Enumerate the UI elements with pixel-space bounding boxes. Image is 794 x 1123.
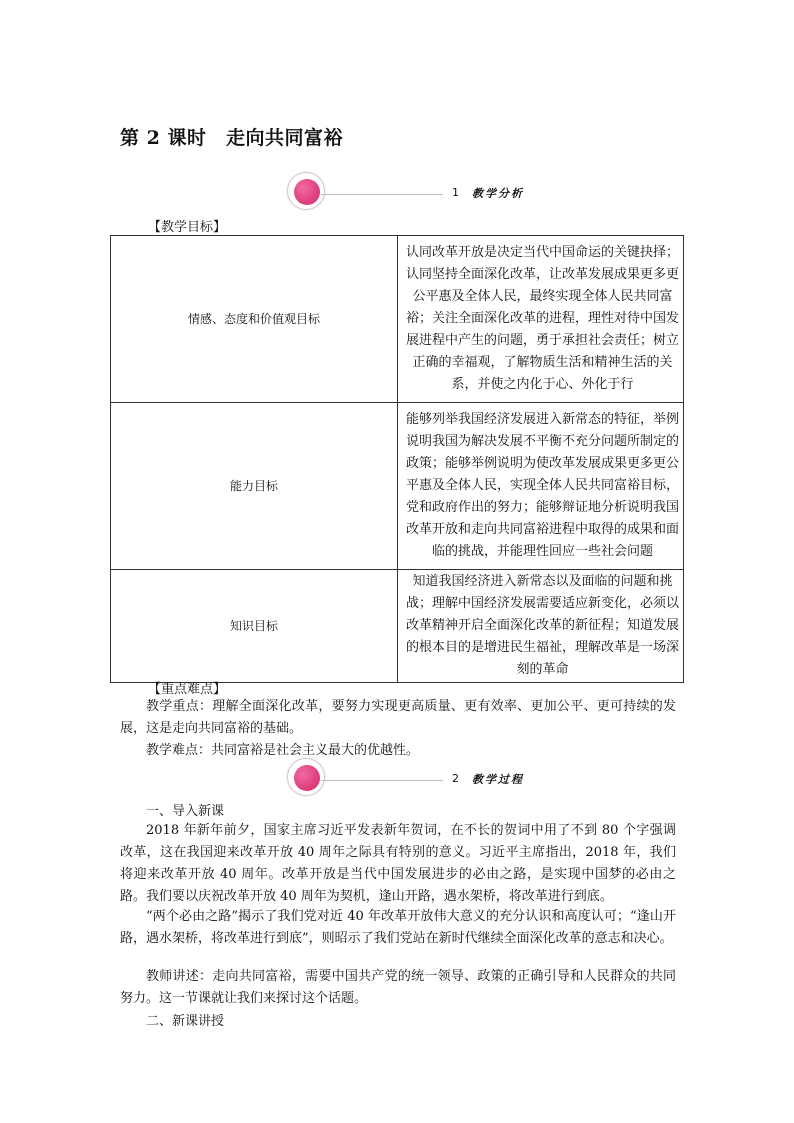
section-number: 1 [452,186,459,199]
table-row [111,236,684,403]
goal-desc-cell: 能够列举我国经济发展进入新常态的特征，举例说明我国为解决发展不平衡不充分问题所制定的政策；能够举例说明为使改革发展成果更多更公平惠及全体人民，实现全体人民共同富裕目标，党和政府作出的努力；能够辩证地分析说明我国改革开放和走向共同富裕进程中取得的成果和面临的挑战，并能理性回应一些社会问题 [398,403,684,570]
header-rule [321,780,443,781]
table-row [111,570,684,683]
intro-paragraph-1: 2018 年新年前夕，国家主席习近平发表新年贺词，在不长的贺词中用了不到 80 个字强调改革，这在我国迎来改革开放 40 周年之际具有特别的意义。习近平主席指出，2018 年，我们将迎来改革开放 40 周年。改革开放是当代中国发展进步的必由之路，是实现中国梦的必由之路。我们要以庆祝改革开放 40 周年为契机，逢山开路，遇水架桥，将改革进行到底。 [120,823,676,904]
new-lesson-heading: 二、新课讲授 [146,1014,225,1029]
intro-heading: 一、导入新课 [146,804,225,819]
intro-paragraph-3: 教师讲述：走向共同富裕，需要中国共产党的统一领导、政策的正确引导和人民群众的共同努力。这一节课就让我们来探讨这个话题。 [120,969,676,1006]
table-row [111,403,684,570]
section-label: 教学过程 [472,773,524,786]
goal-name-cell: 情感、态度和价值观目标 [111,236,398,403]
header-rule [321,194,443,195]
key-points-heading: 【重点难点】 [148,682,227,697]
teaching-goals-table [110,235,684,683]
goal-name-cell: 知识目标 [111,570,398,683]
teaching-focus: 教学重点：理解全面深化改革，要努力实现更高质量、更有效率、更加公平、更可持续的发展，这是走向共同富裕的基础。 [120,699,676,736]
section-number: 2 [452,772,459,785]
teaching-difficulty: 教学难点：共同富裕是社会主义最大的优越性。 [146,743,420,758]
intro-paragraph-2: “两个必由之路”揭示了我们党对近 40 年改革开放伟大意义的充分认识和高度认可；“逢山开路，遇水架桥，将改革进行到底”，则昭示了我们党站在新时代继续全面深化改革的意志和决心。 [120,909,676,946]
lesson-title: 第 2 课时 走向共同富裕 [120,127,343,149]
pink-circle-icon [287,172,325,210]
section-header-process [287,758,547,794]
section-label: 教学分析 [472,187,524,200]
goal-name-cell: 能力目标 [111,403,398,570]
section-header-analysis [287,172,547,208]
teaching-goals-heading: 【教学目标】 [148,220,227,235]
goal-desc-cell: 认同改革开放是决定当代中国命运的关键抉择；认同坚持全面深化改革，让改革发展成果更多更公平惠及全体人民，最终实现全体人民共同富裕；关注全面深化改革的进程，理性对待中国发展进程中产生的问题，勇于承担社会责任；树立正确的幸福观，了解物质生活和精神生活的关系，并使之内化于心、外化于行 [398,236,684,403]
goal-desc-cell: 知道我国经济进入新常态以及面临的问题和挑战；理解中国经济发展需要适应新变化，必须以改革精神开启全面深化改革的新征程；知道发展的根本目的是增进民生福祉，理解改革是一场深刻的革命 [398,570,684,683]
pink-circle-icon [287,758,325,796]
